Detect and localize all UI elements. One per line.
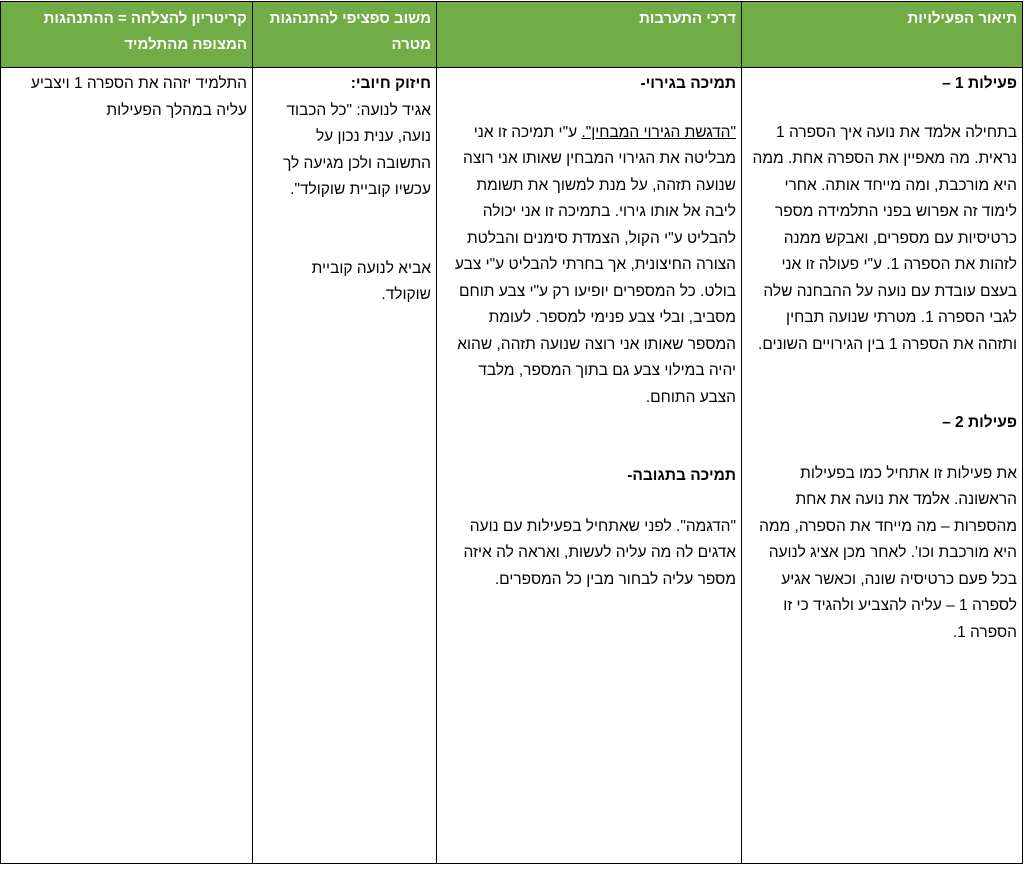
header-criterion: קריטריון להצלחה = ההתנהגות המצופה מהתלמיד [1,2,253,68]
feedback-title: חיזוק חיובי: [350,75,431,92]
stimulus-support-title: תמיכה בגירוי- [640,75,736,92]
header-intervention: דרכי התערבות [437,2,742,68]
activity1-text: בתחילה אלמד את נועה איך הספרה 1 נראית. מה מאפיין את הספרה אחת. ממה היא מורכבת, ומה מייחד אותה. אחרי לימוד זה אפרוש בפני התלמידה מספר כרטיסיות עם מספרים, ואבקש ממנה לזהות את הספרה 1. ע"י פעולה זו אני בעצם עובדת עם נועה על ההבחנה שלה לגבי הספרה 1. מטרתי שנועה תבחין ותזהה את הספרה 1 בין הגירויים השונים. [752,123,1017,353]
lesson-plan-table [0,1,1023,864]
feedback-text-reward: אביא לנועה קוביית שוקולד. [311,259,431,303]
content-row [1,68,1023,864]
activity2-title: פעילות 2 – [942,414,1017,431]
criterion-cell [1,68,253,864]
stimulus-support-description: ע"י תמיכה זו אני מבליטה את הגירוי המבחין שאותו אני רוצה שנועה תזהה, על מנת למשוך את תשומת ליבה אל אותו גירוי. בתמיכה זו אני יכולה להבליט ע"י הקול, הצמדת סימנים והבלטת הצורה החיצונית, אך בחרתי להבליט ע"י צבע בולט. כל המספרים יופיעו רק ע"י צבע תוחם מסביב, ובלי צבע פנימי למספר. לעומת המספר שאותו אני רוצה שנועה תזהה, שהוא יהיה במילוי צבע גם בתוך המספר, מלבד הצבע התוחם. [454,123,736,406]
stimulus-support-text [442,120,736,412]
response-support-title: תמיכה בתגובה- [627,467,736,484]
header-row [1,2,1023,68]
activity2-text: את פעילות זו אתחיל כמו בפעילות הראשונה. אלמד את נועה את אחת מהספרות – מה מייחד את הספרה, ממה היא מורכבת וכו'. לאחר מכן אציג לנועה בכל פעם כרטיסיה שונה, וכאשר אגיע לספרה 1 – עליה להצביע ולהגיד כי זו הספרה 1. [759,464,1017,641]
feedback-cell [253,68,437,864]
header-activities: תיאור הפעילויות [742,2,1023,68]
intervention-cell [437,68,742,864]
header-feedback: משוב ספציפי להתנהגות מטרה [253,2,437,68]
stimulus-support-method: "הדגשת הגירוי המבחין". [581,123,736,141]
response-support-text: "הדגמה". לפני שאתחיל בפעילות עם נועה אדגים לה מה עליה לעשות, ואראה לה איזה מספר עליה לבחור מבין כל המספרים. [463,517,736,588]
activity1-title: פעילות 1 – [942,75,1017,92]
feedback-text-praise: אגיד לנועה: "כל הכבוד נועה, ענית נכון על התשובה ולכן מגיעה לך עכשיו קוביית שוקולד". [283,101,431,198]
criterion-text: התלמיד יזהה את הספרה 1 ויצביע עליה במהלך הפעילות [30,75,247,119]
activities-cell [742,68,1023,864]
